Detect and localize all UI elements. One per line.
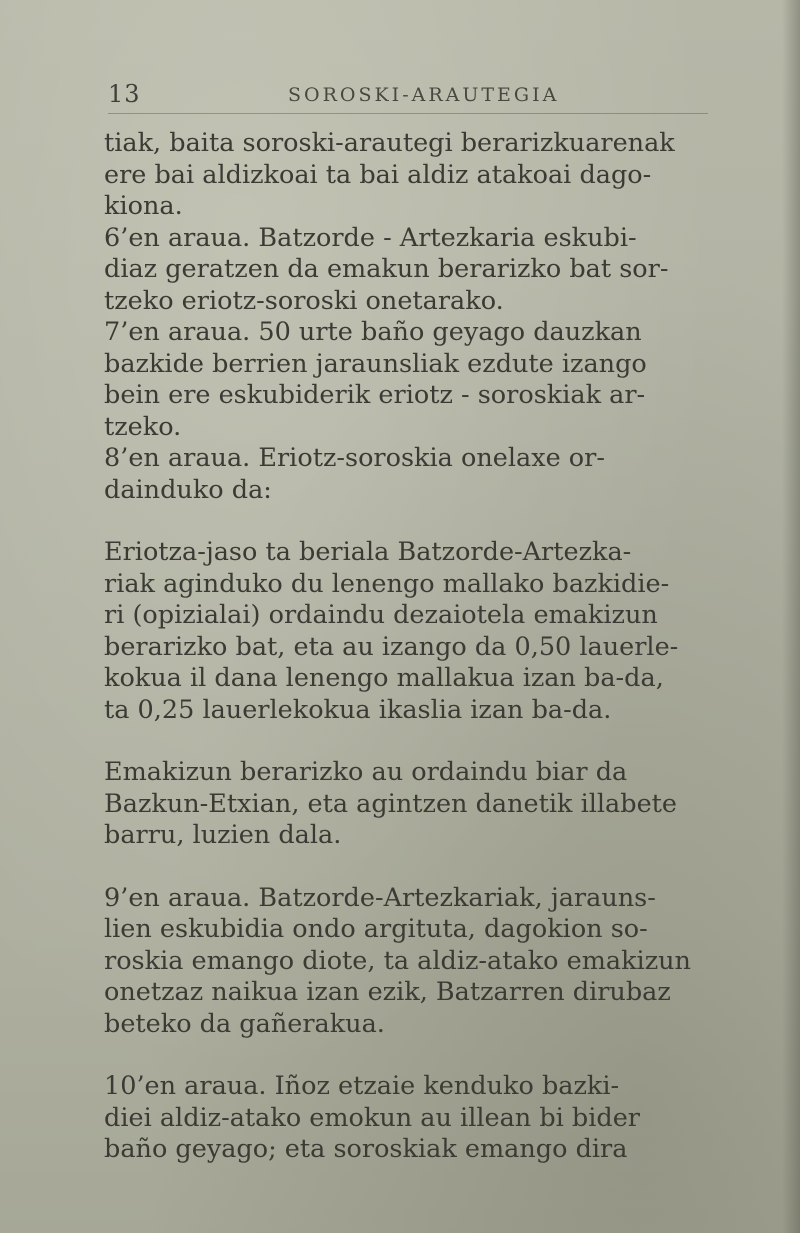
body-text bbox=[104, 128, 744, 1166]
paragraph-article-10: 10’en araua. Iñoz etzaie kenduko bazki- diei aldiz-atako emokun au illean bi bider baño geyago; eta soroskiak emango dira bbox=[104, 1071, 640, 1164]
paragraph-article-8-payment: Eriotza-jaso ta beriala Batzorde-Artezka- riak aginduko du lenengo mallako bazkidie- ri (opizialai) ordaindu dezaiotela emakizun berarizko bat, eta au izango da 0,50 lauerle- kokua il dana lenengo mallakua izan ba-da, ta 0,25 lauerlekokua ikaslia izan ba-da. bbox=[104, 537, 679, 725]
page-edge-shadow bbox=[782, 0, 800, 1233]
page-number: 13 bbox=[108, 80, 141, 108]
page-header bbox=[108, 80, 748, 114]
paragraph-gap bbox=[104, 506, 744, 537]
paragraph-article-8-deadline: Emakizun berarizko au ordaindu biar da Bazkun-Etxian, eta agintzen danetik illabete barru, luzien dala. bbox=[104, 757, 678, 850]
paragraph-gap bbox=[104, 1040, 744, 1071]
paragraph-article-9: 9’en araua. Batzorde-Artezkariak, jarauns- lien eskubidia ondo argituta, dagokion so- roskia emango diote, ta aldiz-atako emakizun onetzaz naikua izan ezik, Batzarren dirubaz beteko da gañerakua. bbox=[104, 882, 691, 1039]
paragraph-continuation: tiak, baita soroski-arautegi berarizkuarenak ere bai aldizkoai ta bai aldiz atakoai dago- kiona. bbox=[104, 128, 675, 221]
running-title: SOROSKI-ARAUTEGIA bbox=[288, 84, 560, 106]
paragraph-gap bbox=[104, 726, 744, 757]
paragraph-article-6: 6’en araua. Batzorde - Artezkaria eskubi- diaz geratzen da emakun berarizko bat sor- tzeko eriotz-soroski onetarako. bbox=[104, 222, 669, 316]
paragraph-article-8: 8’en araua. Eriotz-soroskia onelaxe or- dainduko da: bbox=[104, 443, 605, 505]
paragraph-gap bbox=[104, 852, 744, 883]
paragraph-article-7: 7’en araua. 50 urte baño geyago dauzkan bazkide berrien jaraunsliak ezdute izango bein ere eskubiderik eriotz - soroskiak ar- tzeko. bbox=[104, 317, 647, 442]
header-rule bbox=[108, 113, 708, 114]
